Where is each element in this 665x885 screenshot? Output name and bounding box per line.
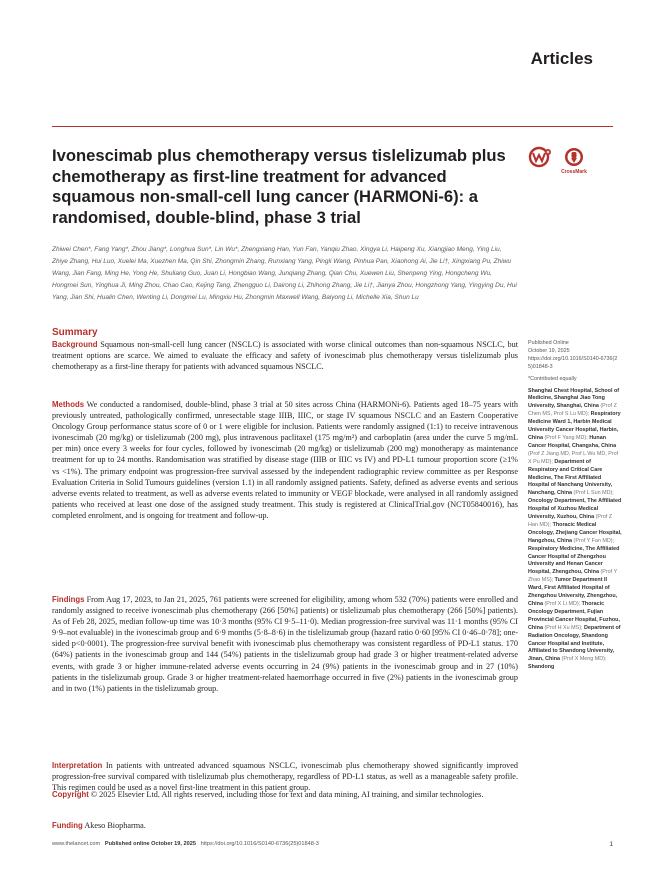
affiliation-name: Thoracic Oncology Department, Fujian Provincial Cancer Hospital, Fuzhou, China xyxy=(528,601,620,631)
affiliation-name: Thoracic Medical Oncology, Zhejiang Cancer Hospital, Hangzhou, China xyxy=(528,521,622,544)
open-access-icon[interactable] xyxy=(530,148,551,166)
copyright-text: © 2025 Elsevier Ltd. All rights reserved, including those for text and data mining, AI training, and similar technologies. xyxy=(90,790,484,799)
affiliation-authors: (Prof Z Chen MS, Prof S Lu MD); xyxy=(528,403,617,418)
summary-heading: Summary xyxy=(52,327,98,338)
sidebar xyxy=(528,340,622,672)
summary-copyright xyxy=(52,789,522,800)
affiliation-authors: (Prof X Li MD); xyxy=(544,601,582,607)
affiliation-name: Department of Radiation Oncology, Shandong Cancer Hospital and Institute, Affiliated to Shandong University, Jinan, China xyxy=(528,624,621,663)
background-text: Squamous non-small-cell lung cancer (NSCLC) is associated with worse clinical outcomes than non-squamous NSCLC, but treatment options are scarce. We aimed to evaluate the efficacy and safety of ivonescimab plus chemotherapy versus tislelizumab plus chemotherapy as a first-line therapy for patients with advanced squamous NSCLC. xyxy=(52,340,518,372)
summary-findings xyxy=(52,594,518,694)
affiliation-authors: (Prof Y Zhao MS); xyxy=(528,569,618,584)
affiliation-item xyxy=(528,664,554,670)
author-list: Zhiwei Chen*, Fang Yang*, Zhou Jiang*, Longhua Sun*, Lin Wu*, Zhengxiang Han, Yun Fan, Yanqiu Zhao, Xingya Li, Haipeng Xu, Xiangjiao Meng, Ying Liu, Zhiye Zhang, Hui Luo, Xuelei Ma, Xuezhen Ma, Qin Shi, Zhongmin Zhang, Runxiang Yang, Pingli Wang, Pinhua Pan, Xiaohong Ai, Jie Li†, Xingxiang Pu, Zhiwu Wang, Jian Fang, Ming He, Yong He, Shuliang Guo, Juan Li, Hongbiao Wang, Junqiang Zhang, Qian Chu, Xuewen Liu, Shenpeng Ying, Hongcheng Wu, Hongmei Sun, Yinghua Ji, Ming Zhou, Chao Cao, Kejing Tang, Zhengguo Li, Dairong Li, Zhihong Zhang, Jie Li†, Jianya Zhou, Hongzhong Yang, Yingying Du, Hui Yang, Jian Shi, Hualin Chen, Wenting Li, Dongmei Lu, Mingxiu Hu, Zhongmin Maxwell Wang, Baiyong Li, Michelle Xia, Shun Lu xyxy=(52,246,517,301)
affiliation-authors: (Prof Z Jiang MD, Prof L Wu MD, Prof X Pu MD); xyxy=(528,450,619,465)
crossmark-label: CrossMark xyxy=(561,169,587,175)
summary-methods xyxy=(52,399,518,521)
methods-text: We conducted a randomised, double-blind, phase 3 trial at 50 sites across China (HARMONi-6). Patients aged 18–75 years with previously untreated, pathologically confirmed, unresectable stage IIIB, IIIC, or stage IV squamous NSCLC and an Eastern Cooperative Oncology Group performance status score of 0 or 1 were eligible for inclusion. Patients were randomly assigned (1:1) to receive intravenous ivonescimab (20 mg/kg) or tislelizumab (200 mg), plus intravenous paclitaxel (175 mg/m²) and carboplatin (area under the curve 5 mg/mL per min) once every 3 weeks for four cycles, followed by ivonescimab (20 mg/kg) or tislelizumab (200 mg) monotherapy as maintenance treatment for up to 24 months. Randomisation was stratified by disease stage (IIIB or IIIC vs IV) and PD-L1 tumour proportion score (≥1% vs <1%). The primary endpoint was progression-free survival assessed by the independent radiographic review committee as per Response Evaluation Criteria in Solid Tumours guidelines (version 1.1) in all randomly assigned patients. Safety, defined as adverse events and serious adverse events related to treatment, as well as adverse events related to immunity or VEGF blockade, were analysed in all randomly assigned patients who received at least one dose of the assigned study treatment. This study is registered at ClinicalTrial.gov (NCT05840016), has completed enrolment, and is ongoing for treatment and follow-up. xyxy=(52,400,518,520)
page-footer xyxy=(52,841,319,847)
article-title: Ivonescimab plus chemotherapy versus tislelizumab plus chemotherapy as first-line treatment for advanced squamous non-small-cell lung cancer (HARMONi-6): a randomised, double-blind, phase 3 trial xyxy=(52,146,506,227)
affiliation-name: Department of Respiratory and Critical Care Medicine, The First Affiliated Hospital of Nanchang University, Nanchang, China xyxy=(528,458,613,497)
footer-doi[interactable]: https://doi.org/10.1016/S0140-6736(25)01848-3 xyxy=(200,841,319,847)
section-label: Articles xyxy=(530,49,593,68)
footer-published-label: Published online October 19, 2025 xyxy=(104,841,196,847)
section-label-funding: Funding xyxy=(52,821,83,830)
affiliation-authors: (Prof L Sun MD); xyxy=(573,490,614,497)
crossmark-icon[interactable] xyxy=(565,148,583,166)
affiliation-authors: (Prof H Xu MS); xyxy=(544,624,585,631)
affiliation-name: Shanghai Chest Hospital, School of Medicine, Shanghai Jiao Tong University, Shanghai, China xyxy=(528,387,620,410)
summary-funding xyxy=(52,820,518,831)
affiliation-authors: (Prof Y Fan MD); xyxy=(573,537,615,544)
affiliation-authors: (Prof Z Han MD); xyxy=(528,514,613,528)
section-label-copyright: Copyright xyxy=(52,790,89,799)
funding-text: Akeso Biopharma. xyxy=(84,821,146,830)
doi-link[interactable]: https://doi.org/10.1016/S0140-6736(25)01848-3 xyxy=(528,355,618,370)
affiliation-name: Oncology Department, The Affiliated Hospital of Xuzhou Medical University, Xuzhou, China xyxy=(528,498,622,521)
header-divider xyxy=(52,126,613,127)
affiliation-name: Shandong xyxy=(528,664,555,671)
affiliation-name: Hunan Cancer Hospital, Changsha, China xyxy=(528,434,617,449)
section-label-methods: Methods xyxy=(52,400,85,409)
affiliation-name: Respiratory Medicine, The Affiliated Cancer Hospital of Zhengzhou University and Henan Cancer Hospital, Zhengzhou, China xyxy=(528,545,620,576)
published-online-label: Published Online xyxy=(528,340,569,346)
section-label-background: Background xyxy=(52,340,98,349)
affiliation-name: Respiratory Medicine Ward 1, Harbin Medical University Cancer Hospital, Harbin, China xyxy=(528,411,621,441)
publication-info xyxy=(528,340,622,372)
section-label-findings: Findings xyxy=(52,595,85,604)
affiliation-name: Tumor Department II Ward, First Affiliated Hospital of Zhengzhou University, Zhengzhou, China xyxy=(528,577,618,607)
findings-text: From Aug 17, 2023, to Jan 21, 2025, 761 patients were screened for eligibility, among whom 532 (70%) patients were enrolled and randomly assigned to receive ivonescimab plus chemotherapy (266 [50%] patients) or tislelizumab plus chemotherapy (266 [50%] patients). As of Feb 28, 2025, median follow-up time was 10·3 months (95% CI 9·5–11·0). Median progression-free survival was 11·1 months (95% CI 9·9–not evaluable) in the ivonescimab group and 6·9 months (5·8–8·6) in the tislelizumab group (hazard ratio 0·60 [95% CI 0·46–0·78]; one-sided p<0·0001). The progression-free survival benefit with ivonescimab plus chemotherapy was consistent regardless of PD-L1 status. 170 (64%) patients in the ivonescimab group and 144 (54%) patients in the tislelizumab group had grade 3 or higher treatment-related adverse events, with grade 3 or higher immune-related adverse events occurring in 24 (9%) patients in the ivonescimab group and in 27 (10%) patients in the tislelizumab group. Grade 3 or higher treatment-related haemorrhage occurred in five (2%) patients in the ivonescimab group and in two (1%) patients in the tislelizumab group. xyxy=(52,595,518,693)
affiliation-authors: (Prof X Meng MD); xyxy=(561,656,607,663)
section-label-interpretation: Interpretation xyxy=(52,761,103,770)
affiliation-list xyxy=(528,388,622,673)
affiliation-authors: (Prof F Yang MD); xyxy=(544,434,590,441)
published-date: October 19, 2025 xyxy=(528,347,570,354)
journal-url[interactable]: www.thelancet.com xyxy=(52,841,101,847)
page-number: 1 xyxy=(609,841,613,848)
interpretation-text: In patients with untreated advanced squamous NSCLC, ivonescimab plus chemotherapy showed significantly improved progression-free survival compared with tislelizumab plus chemotherapy, regardless of PD-L1 status, as well as a manageable safety profile. This regimen could be used as a novel first-line treatment in this patient group. xyxy=(52,761,518,793)
summary-background xyxy=(52,339,518,372)
contributed-note: *Contributed equally xyxy=(528,375,577,382)
article-badges xyxy=(528,146,588,176)
